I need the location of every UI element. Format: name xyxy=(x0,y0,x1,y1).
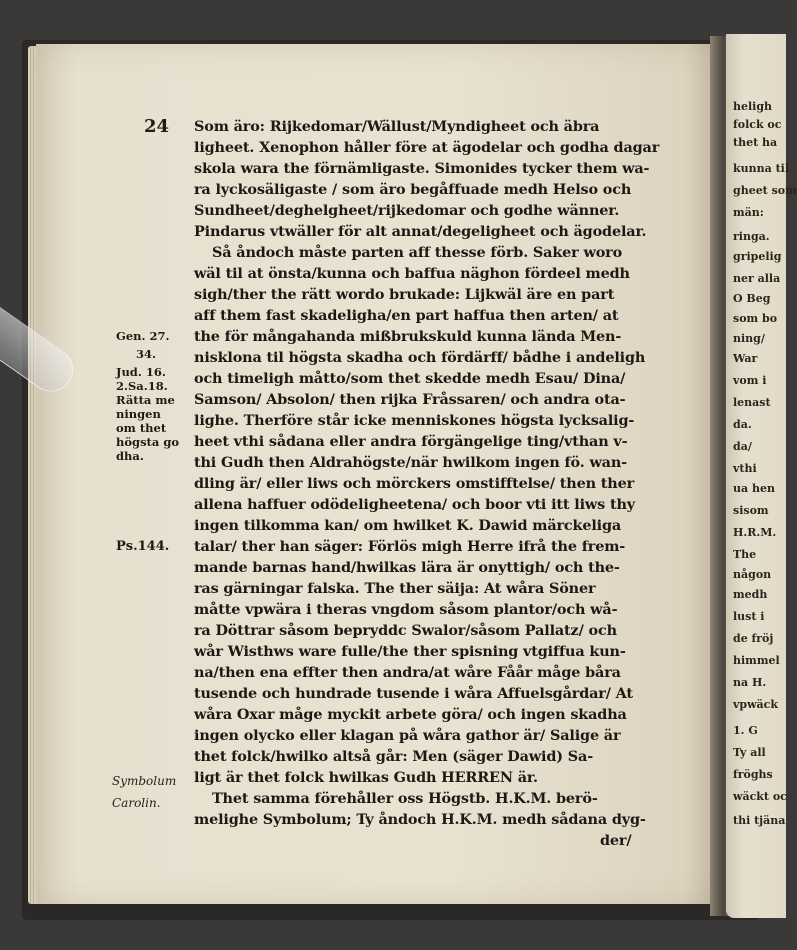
right-fragment: War xyxy=(733,352,758,365)
margin-note: 34. xyxy=(136,347,157,361)
text-line: Så åndoch måste parten aff thesse förb. Saker woro xyxy=(212,244,623,261)
right-fragment: någon xyxy=(733,568,772,581)
text-line: tusende och hundrade tusende i wåra Affuelsgårdar/ At xyxy=(194,685,633,702)
text-line: ligheet. Xenophon håller före at ägodelar och godha dagar xyxy=(194,139,660,156)
right-fragment: vom i xyxy=(733,374,767,387)
right-fragment: sisom xyxy=(733,504,769,517)
right-fragment: gripelig xyxy=(733,250,782,263)
text-line: ras gärningar falska. The ther säija: At wåra Söner xyxy=(194,580,596,597)
text-line: na/then ena effter then andra/at wåre Fåår måge båra xyxy=(194,664,621,681)
text-line: ligt är thet folck hwilkas Gudh HERREN är. xyxy=(194,769,538,786)
margin-note: om thet xyxy=(116,421,167,435)
right-fragment: lust i xyxy=(733,610,765,623)
right-fragment: gheet som xyxy=(733,184,797,197)
right-fragment: The xyxy=(733,548,757,561)
text-line: nisklona til högsta skadha och fördärff/ bådhe i andeligh xyxy=(194,349,646,366)
text-line: måtte vpwära i theras vngdom såsom plantor/och wå- xyxy=(194,601,618,618)
margin-note: Ps.144. xyxy=(116,539,170,554)
right-page-edge xyxy=(726,34,797,918)
right-fragment: ringa. xyxy=(733,230,770,243)
right-fragment: thi tjäna xyxy=(733,814,786,827)
text-line: allena haffuer odödeligheetena/ och boor vti itt liws thy xyxy=(194,496,635,513)
text-line: thi Gudh then Aldrahögste/när hwilkom ingen fö. wan- xyxy=(194,454,627,471)
margin-note-symbolum: Symbolum xyxy=(112,774,177,788)
right-fragment: himmel xyxy=(733,654,780,667)
text-line: thet folck/hwilko altså går: Men (säger Dawid) Sa- xyxy=(194,748,594,765)
text-line: ra Döttrar såsom bepryddc Swalor/såsom Pallatz/ och xyxy=(194,622,617,639)
text-line: heet vthi sådana eller andra förgängelige ting/vthan v- xyxy=(194,433,628,450)
text-line: wår Wisthws ware fulle/the ther spisning vtgiffua kun- xyxy=(194,643,626,660)
right-fragment: vthi xyxy=(733,462,757,475)
text-line: Thet samma förehåller oss Högstb. H.K.M. berö- xyxy=(212,790,598,807)
text-line: skola wara the förnämligaste. Simonides tycker them wa- xyxy=(194,160,650,177)
text-line: der/ xyxy=(600,832,632,849)
margin-note: Jud. 16. xyxy=(116,365,166,379)
margin-note: Rätta me xyxy=(116,393,175,407)
text-line: wåra Oxar måge myckit arbete göra/ och ingen skadha xyxy=(194,706,627,723)
text-line: och timeligh måtto/som thet skedde medh Esau/ Dina/ xyxy=(194,370,626,387)
right-fragment: wäckt oc xyxy=(733,790,787,803)
right-fragment: ning/ xyxy=(733,332,765,345)
right-fragment: 1. G xyxy=(733,724,758,737)
text-line: talar/ ther han säger: Förlös migh Herre ifrå the frem- xyxy=(194,538,626,555)
text-line: ra lyckosäligaste / som äro begåffuade medh Helso och xyxy=(194,181,632,198)
text-line: Samson/ Absolon/ then rijka Fråssaren/ och andra ota- xyxy=(194,391,626,408)
right-fragment: da. xyxy=(733,418,752,431)
text-line: the för mångahanda mißbrukskuld kunna lända Men- xyxy=(194,328,622,345)
right-fragment: fröghs xyxy=(733,768,773,781)
text-line: Sundheet/deghelgheet/rijkedomar och godhe wänner. xyxy=(194,202,620,219)
text-line: lighe. Therföre står icke menniskones högsta lycksalig- xyxy=(194,412,635,429)
right-fragment: som bo xyxy=(733,312,778,325)
text-line: dling är/ eller liws och mörckers omstifftelse/ then ther xyxy=(194,475,635,492)
right-fragment: kunna til xyxy=(733,162,790,175)
text-line: Pindarus vtwäller för alt annat/degeligheet och ägodelar. xyxy=(194,223,647,240)
text-line: ingen tilkomma kan/ om hwilket K. Dawid märckeliga xyxy=(194,517,622,534)
right-fragment: vpwäck xyxy=(733,698,778,711)
right-fragment: lenast xyxy=(733,396,771,409)
right-fragment: heligh xyxy=(733,100,773,113)
right-fragment: na H. xyxy=(733,676,767,689)
right-fragment: da/ xyxy=(733,440,752,453)
right-fragment: H.R.M. xyxy=(733,526,777,539)
text-line: Som äro: Rijkedomar/Wällust/Myndigheet och äbra xyxy=(194,118,600,135)
right-fragment: Ty all xyxy=(733,746,766,759)
text-line: sigh/ther the rätt wordo brukade: Lijkwäl äre en part xyxy=(194,286,615,303)
right-fragment: ner alla xyxy=(733,272,781,285)
margin-note: högsta go xyxy=(116,435,180,449)
margin-note-carolin: Carolin. xyxy=(112,796,161,810)
page-number: 24 xyxy=(144,116,170,137)
text-line: ingen olycko eller klagan på wåra gathor är/ Salige är xyxy=(194,727,621,744)
text-line: melighe Symbolum; Ty åndoch H.K.M. medh sådana dyg- xyxy=(194,811,646,828)
text-line: mande barnas hand/hwilkas lära är onyttigh/ och the- xyxy=(194,559,620,576)
right-fragment: O Beg xyxy=(733,292,771,305)
right-fragment: de fröj xyxy=(733,632,774,645)
margin-note: ningen xyxy=(116,407,161,421)
right-fragment: folck oc xyxy=(733,118,782,131)
right-fragment: ua hen xyxy=(733,482,775,495)
text-line: wäl til at önsta/kunna och baffua näghon fördeel medh xyxy=(194,265,630,282)
margin-note: 2.Sa.18. xyxy=(116,379,168,393)
margin-note: dha. xyxy=(116,449,144,463)
right-fragment: thet ha xyxy=(733,136,778,149)
margin-note: Gen. 27. xyxy=(116,329,170,343)
right-fragment: män: xyxy=(733,206,764,219)
text-line: aff them fast skadeligha/en part haffua then arten/ at xyxy=(194,307,619,324)
right-fragment: medh xyxy=(733,588,768,601)
